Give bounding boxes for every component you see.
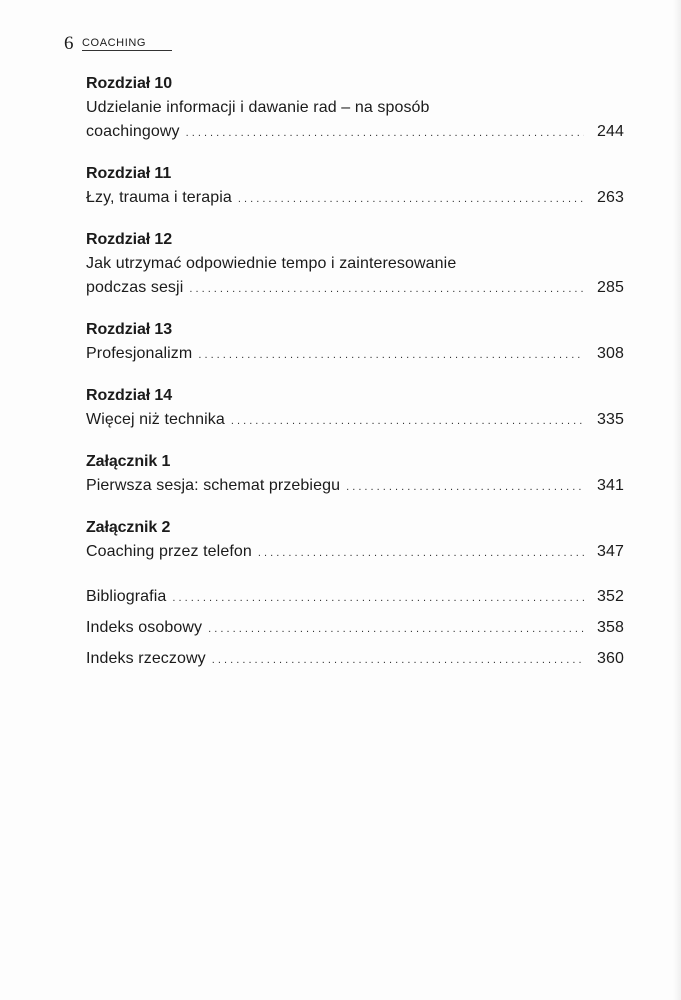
header-rule <box>82 50 172 51</box>
toc-back-matter <box>86 585 624 672</box>
toc-page-number: 347 <box>597 543 624 560</box>
toc-page-number: 358 <box>597 619 624 636</box>
toc-entry-title-final <box>86 276 624 301</box>
dot-leader <box>346 475 584 499</box>
toc-page-number: 263 <box>597 189 624 206</box>
toc-entry-appendix-2 <box>86 516 624 565</box>
toc-entry-appendix-1 <box>86 450 624 499</box>
toc-entry-title: Bibliografia <box>86 588 167 605</box>
toc-entry-heading: Rozdział 14 <box>86 387 173 404</box>
dot-leader <box>231 409 584 433</box>
toc-entry-title: Indeks osobowy <box>86 619 203 636</box>
dot-leader <box>258 541 584 565</box>
toc-entry-title: Profesjonalizm <box>86 345 193 362</box>
toc-entry-title: Łzy, trauma i terapia <box>86 189 232 206</box>
toc-page-number: 244 <box>597 123 624 140</box>
dot-leader <box>186 121 584 145</box>
running-header-title: COACHING <box>82 37 147 49</box>
toc-entry-heading: Rozdział 13 <box>86 321 173 338</box>
toc-entry-title-final <box>86 540 624 565</box>
toc-entry-heading: Załącznik 1 <box>86 453 171 470</box>
scan-edge-shadow <box>673 0 681 1000</box>
toc-entry-title-line: Jak utrzymać odpowiednie tempo i zainteresowanie <box>86 255 457 272</box>
toc-page-number: 335 <box>597 411 624 428</box>
toc-page-number: 341 <box>597 477 624 494</box>
toc-entry-heading: Rozdział 12 <box>86 231 173 248</box>
toc-entry-title: coachingowy <box>86 123 180 140</box>
dot-leader <box>238 187 584 211</box>
toc-entry-chapter-13 <box>86 318 624 367</box>
toc-entry-heading: Załącznik 2 <box>86 519 171 536</box>
toc-entry-subject-index <box>86 647 624 672</box>
dot-leader <box>172 586 584 610</box>
toc-page-number: 285 <box>597 279 624 296</box>
toc-entry-chapter-12 <box>86 228 624 301</box>
toc-entry-title-final <box>86 408 624 433</box>
dot-leader <box>198 343 584 367</box>
toc-entry-chapter-14 <box>86 384 624 433</box>
running-header <box>64 34 174 54</box>
toc-entry-heading: Rozdział 10 <box>86 75 173 92</box>
toc-entry-title: Indeks rzeczowy <box>86 650 206 667</box>
table-of-contents <box>86 72 624 678</box>
toc-entry-title: podczas sesji <box>86 279 184 296</box>
toc-entry-title: Więcej niż technika <box>86 411 225 428</box>
toc-entry-title-final <box>86 342 624 367</box>
toc-entry-title-final <box>86 474 624 499</box>
page-number: 6 <box>64 33 74 54</box>
toc-entry-heading: Rozdział 11 <box>86 165 172 182</box>
toc-entry-bibliography <box>86 585 624 610</box>
toc-entry-title: Coaching przez telefon <box>86 543 252 560</box>
dot-leader <box>208 617 584 641</box>
dot-leader <box>189 277 584 301</box>
dot-leader <box>212 648 584 672</box>
toc-entry-title-line: Udzielanie informacji i dawanie rad – na sposób <box>86 99 430 116</box>
toc-entry-person-index <box>86 616 624 641</box>
toc-entry-title-final <box>86 186 624 211</box>
toc-page-number: 360 <box>597 650 624 667</box>
toc-entry-chapter-10 <box>86 72 624 145</box>
toc-entry-title-final <box>86 120 624 145</box>
toc-entry-title: Pierwsza sesja: schemat przebiegu <box>86 477 341 494</box>
toc-page-number: 352 <box>597 588 624 605</box>
toc-page-number: 308 <box>597 345 624 362</box>
toc-entry-chapter-11 <box>86 162 624 211</box>
